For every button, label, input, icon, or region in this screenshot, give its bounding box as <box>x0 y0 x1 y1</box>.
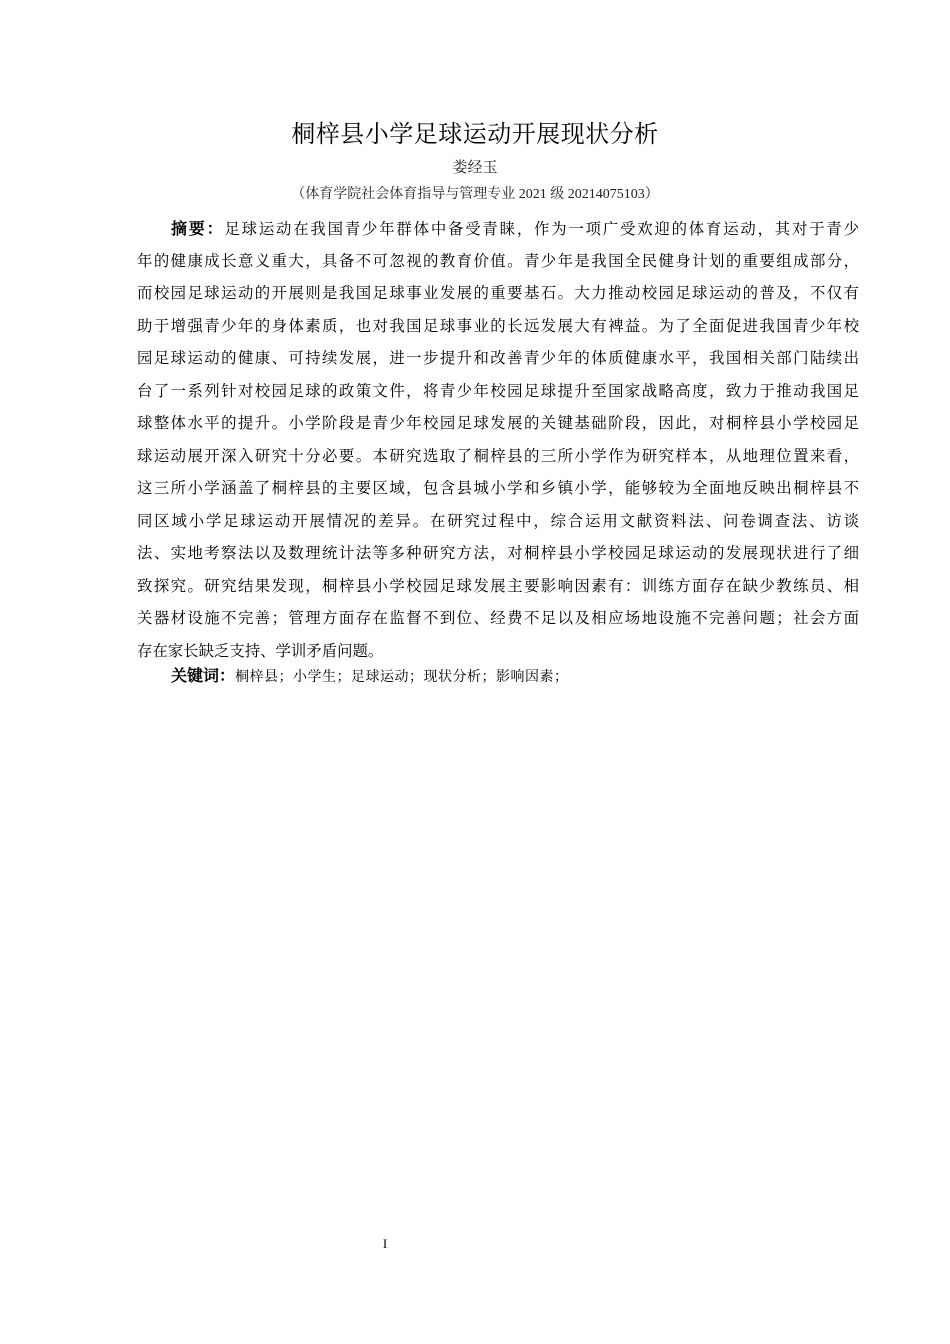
abstract-line: 关器材设施不完善；管理方面存在监督不到位、经费不足以及相应场地设施不完善问题；社会方面 <box>137 609 859 627</box>
keywords-label: 关键词： <box>171 666 236 685</box>
paper-title: 桐梓县小学足球运动开展现状分析 <box>291 120 659 148</box>
abstract-section <box>137 216 859 671</box>
abstract-line <box>137 216 859 249</box>
keywords-text: 桐梓县；小学生；足球运动；现状分析；影响因素； <box>235 669 569 685</box>
abstract-line: 致探究。研究结果发现，桐梓县小学校园足球发展主要影响因素有：训练方面存在缺少教练员、相 <box>137 576 859 595</box>
abstract-line: 法、实地考察法以及数理统计法等多种研究方法，对桐梓县小学校园足球运动的发展现状进行了细 <box>137 544 859 562</box>
abstract-line: 助于增强青少年的身体素质，也对我国足球事业的长远发展大有裨益。为了全面促进我国青少年校 <box>137 316 859 335</box>
abstract-line-text: 足球运动在我国青少年群体中备受青睐，作为一项广受欢迎的体育运动，其对于青少 <box>224 220 859 238</box>
abstract-line: 而校园足球运动的开展则是我国足球事业发展的重要基石。大力推动校园足球运动的普及，不仅有 <box>137 284 859 302</box>
author-name: 娄经玉 <box>452 158 498 176</box>
abstract-line: 园足球运动的健康、可持续发展，进一步提升和改善青少年的体质健康水平，我国相关部门陆续出 <box>137 349 859 367</box>
page-number: I <box>382 1236 388 1251</box>
author-affiliation: （体育学院社会体育指导与管理专业 2021 级 20214075103） <box>291 187 659 202</box>
abstract-label: 摘要： <box>171 219 225 238</box>
abstract-line: 同区域小学足球运动开展情况的差异。在研究过程中，综合运用文献资料法、问卷调查法、访谈 <box>137 511 859 530</box>
abstract-line: 球运动展开深入研究十分必要。本研究选取了桐梓县的三所小学作为研究样本，从地理位置来看， <box>137 446 859 465</box>
abstract-line: 年的健康成长意义重大，具备不可忽视的教育价值。青少年是我国全民健身计划的重要组成部分， <box>137 251 859 270</box>
abstract-line: 台了一系列针对校园足球的政策文件，将青少年校园足球提升至国家战略高度，致力于推动我国足 <box>137 381 859 400</box>
abstract-line: 球整体水平的提升。小学阶段是青少年校园足球发展的关键基础阶段，因此，对桐梓县小学校园足 <box>137 414 859 432</box>
abstract-line: 存在家长缺乏支持、学训矛盾问题。 <box>137 641 384 660</box>
abstract-line: 这三所小学涵盖了桐梓县的主要区域，包含县城小学和乡镇小学，能够较为全面地反映出桐梓县不 <box>137 479 859 497</box>
keywords-section <box>171 663 569 690</box>
